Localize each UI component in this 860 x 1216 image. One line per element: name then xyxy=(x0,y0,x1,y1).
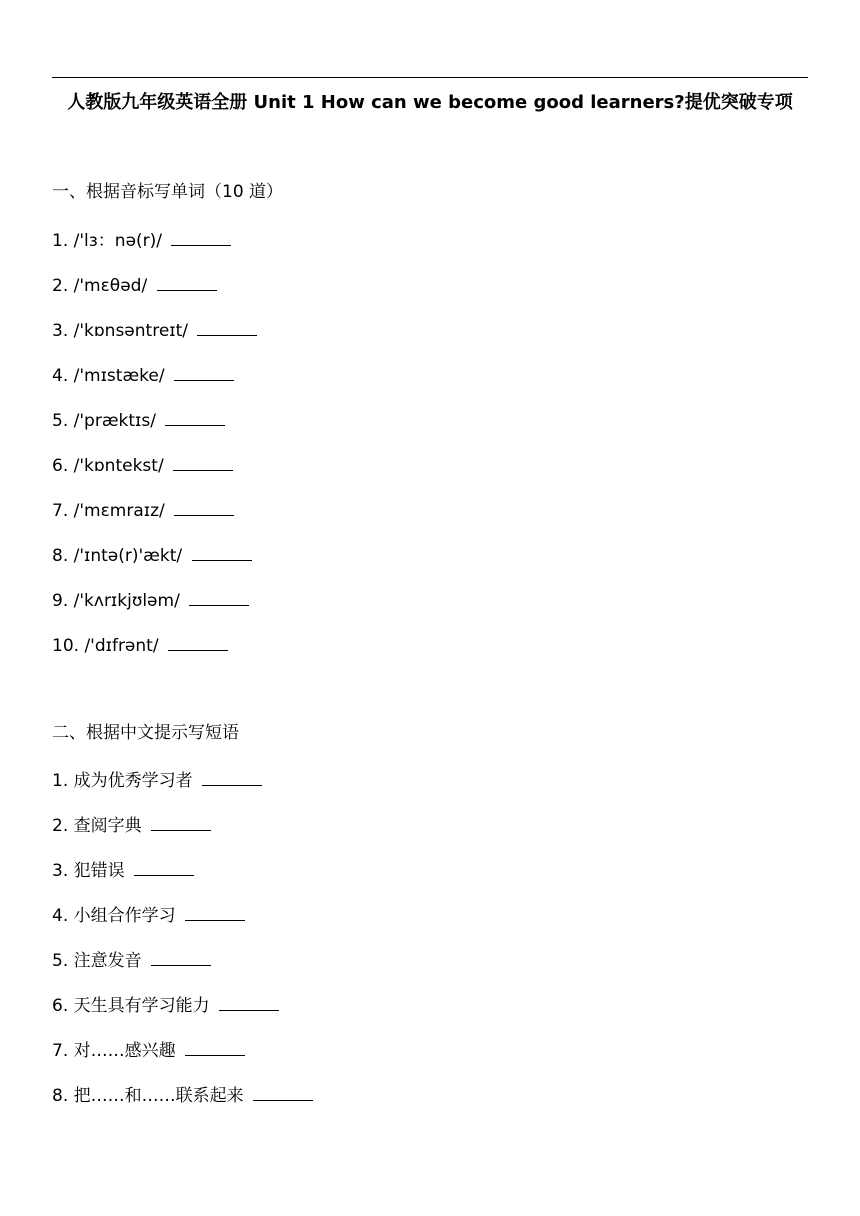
phrase-hint: 小组合作学习 xyxy=(73,906,176,926)
answer-blank[interactable] xyxy=(219,992,279,1011)
question-item xyxy=(52,1082,313,1108)
question-item xyxy=(52,497,234,523)
phonetic-text: /'mɛmraɪz/ xyxy=(73,501,165,521)
question-item xyxy=(52,227,231,253)
question-item xyxy=(52,767,262,793)
question-number: 8. xyxy=(52,546,69,566)
phrase-hint: 查阅字典 xyxy=(73,816,142,836)
phonetic-text: /'dɪfrənt/ xyxy=(84,636,159,656)
question-number: 2. xyxy=(52,276,69,296)
answer-blank[interactable] xyxy=(151,812,211,831)
question-number: 10. xyxy=(52,636,80,656)
phrase-hint: 把……和……联系起来 xyxy=(73,1086,244,1106)
question-item xyxy=(52,407,225,433)
answer-blank[interactable] xyxy=(171,227,231,246)
answer-blank[interactable] xyxy=(151,947,211,966)
question-item xyxy=(52,272,217,298)
question-item xyxy=(52,632,228,658)
question-number: 4. xyxy=(52,906,69,926)
question-number: 1. xyxy=(52,771,69,791)
question-number: 3. xyxy=(52,321,69,341)
answer-blank[interactable] xyxy=(192,542,252,561)
question-number: 7. xyxy=(52,1041,69,1061)
section-2-heading: 二、根据中文提示写短语 xyxy=(52,723,239,743)
answer-blank[interactable] xyxy=(168,632,228,651)
answer-blank[interactable] xyxy=(253,1082,313,1101)
answer-blank[interactable] xyxy=(174,497,234,516)
phrase-hint: 对……感兴趣 xyxy=(73,1041,176,1061)
answer-blank[interactable] xyxy=(185,902,245,921)
phrase-hint: 成为优秀学习者 xyxy=(73,771,193,791)
question-number: 8. xyxy=(52,1086,69,1106)
phrase-hint: 犯错误 xyxy=(73,861,125,881)
question-number: 9. xyxy=(52,591,69,611)
answer-blank[interactable] xyxy=(165,407,225,426)
question-number: 5. xyxy=(52,951,69,971)
answer-blank[interactable] xyxy=(173,452,233,471)
phonetic-text: /'ɪntə(r)'ækt/ xyxy=(73,546,183,566)
section-1-heading: 一、根据音标写单词（10 道） xyxy=(52,182,284,202)
phonetic-text: /'præktɪs/ xyxy=(73,411,156,431)
phonetic-text: /'lɜ：nə(r)/ xyxy=(73,231,163,251)
question-item xyxy=(52,1037,245,1063)
question-item xyxy=(52,992,279,1018)
question-item xyxy=(52,587,249,613)
answer-blank[interactable] xyxy=(202,767,262,786)
phonetic-text: /'kʌrɪkjʊləm/ xyxy=(73,591,180,611)
document-title: 人教版九年级英语全册 Unit 1 How can we become good learners?提优突破专项 xyxy=(67,92,793,113)
phonetic-text: /'kɒnsəntreɪt/ xyxy=(73,321,188,341)
answer-blank[interactable] xyxy=(174,362,234,381)
question-item xyxy=(52,452,233,478)
question-item xyxy=(52,902,245,928)
question-number: 2. xyxy=(52,816,69,836)
question-number: 4. xyxy=(52,366,69,386)
question-item xyxy=(52,812,211,838)
answer-blank[interactable] xyxy=(197,317,257,336)
answer-blank[interactable] xyxy=(185,1037,245,1056)
header-rule xyxy=(52,77,808,78)
answer-blank[interactable] xyxy=(157,272,217,291)
question-item xyxy=(52,542,252,568)
question-number: 1. xyxy=(52,231,69,251)
question-number: 5. xyxy=(52,411,69,431)
phrase-hint: 注意发音 xyxy=(73,951,142,971)
question-number: 6. xyxy=(52,456,69,476)
phonetic-text: /'kɒntekst/ xyxy=(73,456,164,476)
phonetic-text: /'mεθəd/ xyxy=(73,276,148,296)
question-item xyxy=(52,857,194,883)
question-number: 7. xyxy=(52,501,69,521)
phonetic-text: /'mɪstæke/ xyxy=(73,366,165,386)
question-item xyxy=(52,362,234,388)
answer-blank[interactable] xyxy=(134,857,194,876)
phrase-hint: 天生具有学习能力 xyxy=(73,996,210,1016)
answer-blank[interactable] xyxy=(189,587,249,606)
question-item xyxy=(52,947,211,973)
question-item xyxy=(52,317,257,343)
question-number: 3. xyxy=(52,861,69,881)
question-number: 6. xyxy=(52,996,69,1016)
